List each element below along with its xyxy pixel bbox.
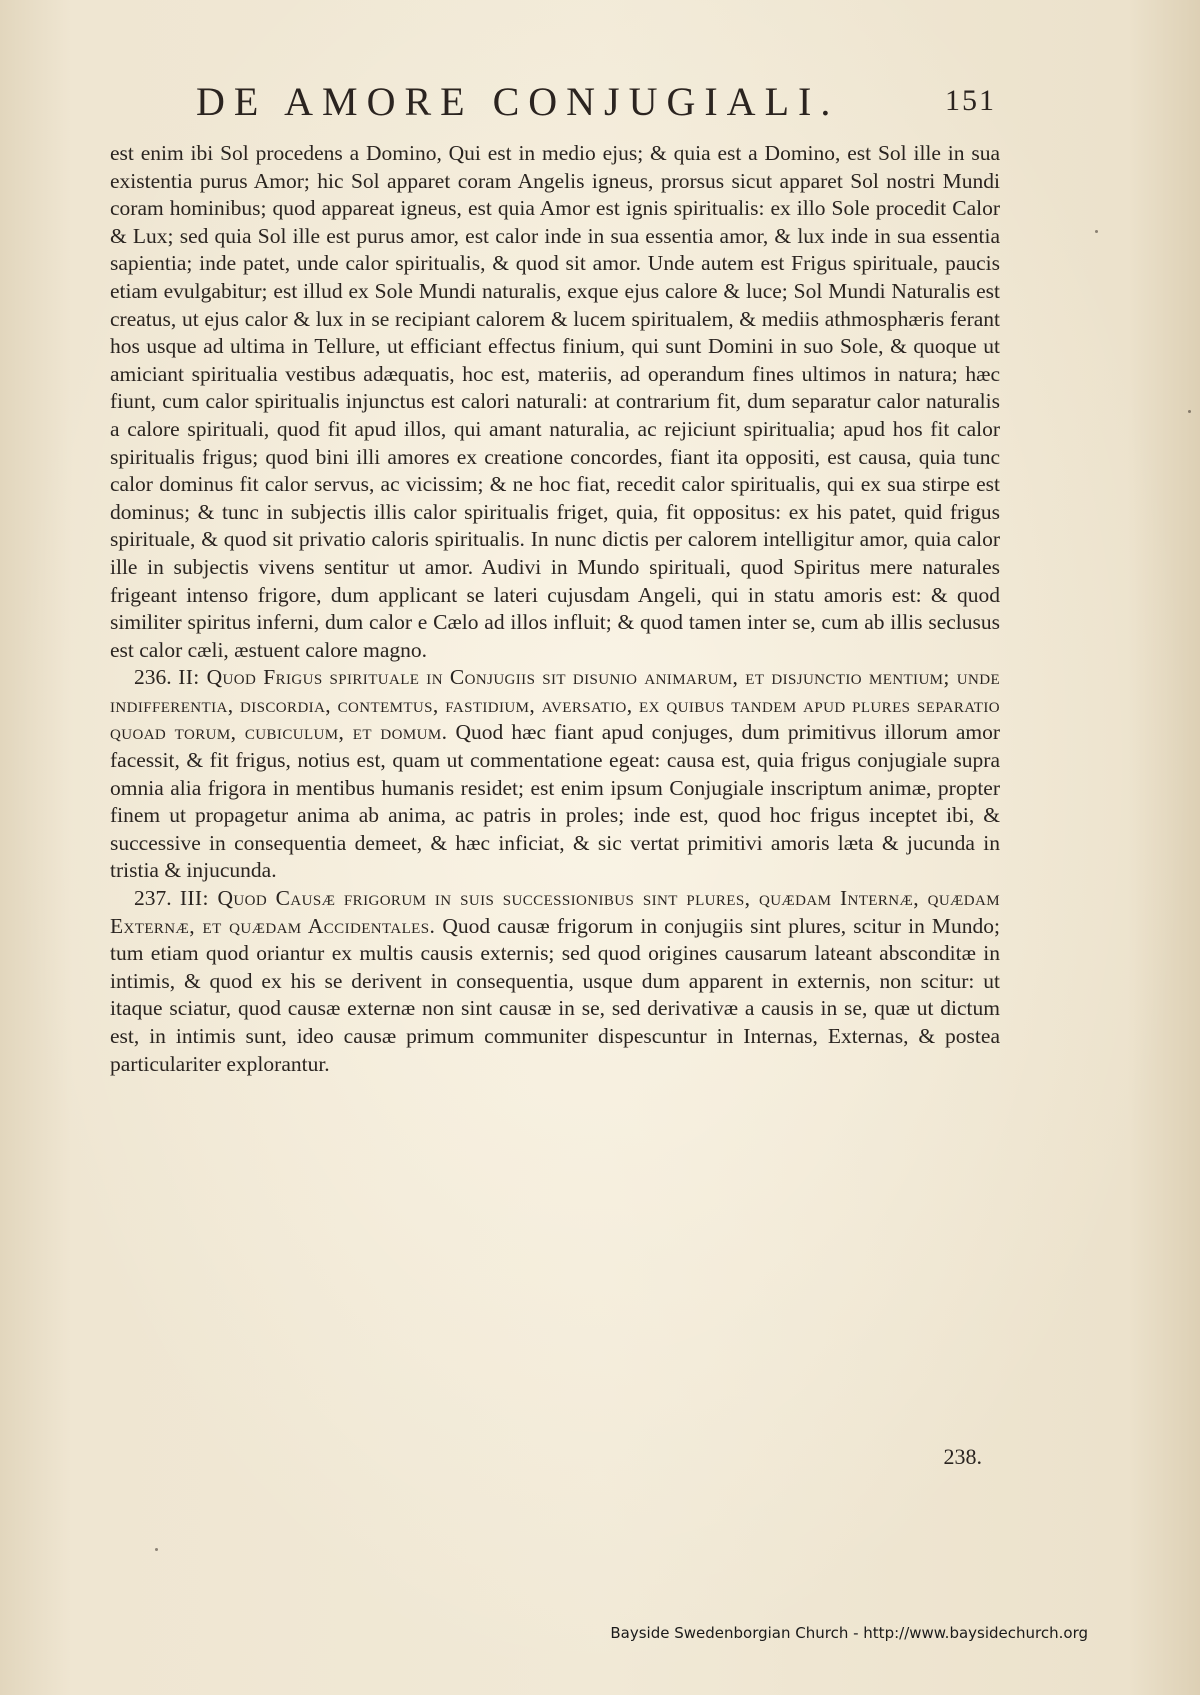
paragraph-237 <box>110 885 1000 1078</box>
catchword: 238. <box>943 1444 982 1469</box>
body-text <box>110 140 1000 1078</box>
page-number: 151 <box>945 84 996 117</box>
paragraph-number-237: 237. <box>134 886 172 911</box>
paragraph-236 <box>110 664 1000 885</box>
paragraph-text-237: Quod causæ frigorum in conjugiis sint plures, scitur in Mundo; tum etiam quod oriantur ex multis causis externis; sed quod origines causarum lateant absconditæ in intimis, & quod ex his se derivent in consequentia, usque dum apparent in externis, non scitur: ut itaque sciatur, quod causæ externæ non sint causæ in se, sed derivativæ a causis in se, quæ ut dictum est, in intimis sunt, ideo causæ primum communiter dispescuntur in Internas, Externas, & postea particulariter explorantur. <box>110 913 1000 1076</box>
paper-speck <box>155 1548 158 1551</box>
footer-credit: Bayside Swedenborgian Church - http://www.baysidechurch.org <box>610 1624 1088 1642</box>
running-head <box>196 78 996 122</box>
paragraph-heading-237: III: Quod Causæ frigorum in suis successionibus sint plures, quædam Internæ, quædam Externæ, et quædam Accidentales. <box>110 886 1000 938</box>
paper-speck <box>1095 230 1098 233</box>
paragraph-heading-236: II: Quod Frigus spirituale in Conjugiis sit disunio animarum, et disjunctio mentium; unde indifferentia, discordia, contemtus, fastidium, aversatio, ex quibus tandem apud plures separatio quoad torum, cubiculum, et domum. <box>110 665 1001 745</box>
paragraph-text-236: Quod hæc fiant apud conjuges, dum primitivus illorum amor facessit, & fit frigus, notius est, quam ut commentatione egeat: causa est, quia frigus conjugiale supra omnia alia frigora in mentibus humanis residet; est enim ipsum Conjugiale inscriptum animæ, propter finem ut propagetur anima ab anima, ac patris in proles; inde est, quod hoc frigus inceptet ibi, & successive in consequentia demeet, & hæc inficiat, & sic vertat primitivi amoris læta & jucunda in tristia & injucunda. <box>110 720 1000 883</box>
paragraph-continued: est enim ibi Sol procedens a Domino, Qui est in medio ejus; & quia est a Domino, est Sol ille in sua existentia purus Amor; hic Sol apparet coram Angelis igneus, prorsus sicut apparet Sol nostri Mundi coram hominibus; quod appareat igneus, est quia Amor est ignis spiritualis: ex illo Sole procedit Calor & Lux; sed quia Sol ille est purus amor, est calor inde in sua essentia amor, & lux inde in sua essentia sapientia; inde patet, unde calor spiritualis, & quod sit amor. Unde autem est Frigus spirituale, paucis etiam evulgabitur; est illud ex Sole Mundi naturalis, exque ejus calore & luce; Sol Mundi Naturalis est creatus, ut ejus calor & lux in se recipiant calorem & lucem spiritualem, & mediis athmosphæris ferant hos usque ad ultima in Tellure, ut efficiant effectus finium, qui sunt Domini in suo Sole, & quoque ut amiciant spiritualia vestibus adæquatis, hoc est, materiis, ad operandum fines ultimos in natura; hæc fiunt, cum calor spiritualis injunctus est calori naturali: at contrarium fit, dum separatur calor naturalis a calore spirituali, quod fit apud illos, qui amant naturalia, ac rejiciunt spiritualia; apud hos fit calor spiritualis frigus; quod bini illi amores ex creatione concordes, fiant ita oppositi, est causa, quia tunc calor dominus fit calor servus, ac vicissim; & ne hoc fiat, recedit calor spiritualis, qui ex sua stirpe est dominus; & tunc in subjectis illis calor spiritualis friget, quia, fit oppositus: ex his patet, quid frigus spirituale, & quod sit privatio caloris spiritualis. In nunc dictis per calorem intelligitur amor, quia calor ille in subjectis vivens sentitur ut amor. Audivi in Mundo spirituali, quod Spiritus mere naturales frigeant intenso frigore, dum applicant se lateri cujusdam Angeli, qui in statu amoris est: & quod similiter spiritus inferni, dum calor e Cælo ad illos influit; & quod tamen inter se, cum ab illis seclusus est calor cæli, æstuent calore magno. <box>110 141 1000 662</box>
paragraph-number-236: 236. <box>134 665 172 690</box>
running-title: DE AMORE CONJUGIALI. <box>196 79 840 124</box>
paper-speck <box>1188 410 1191 413</box>
